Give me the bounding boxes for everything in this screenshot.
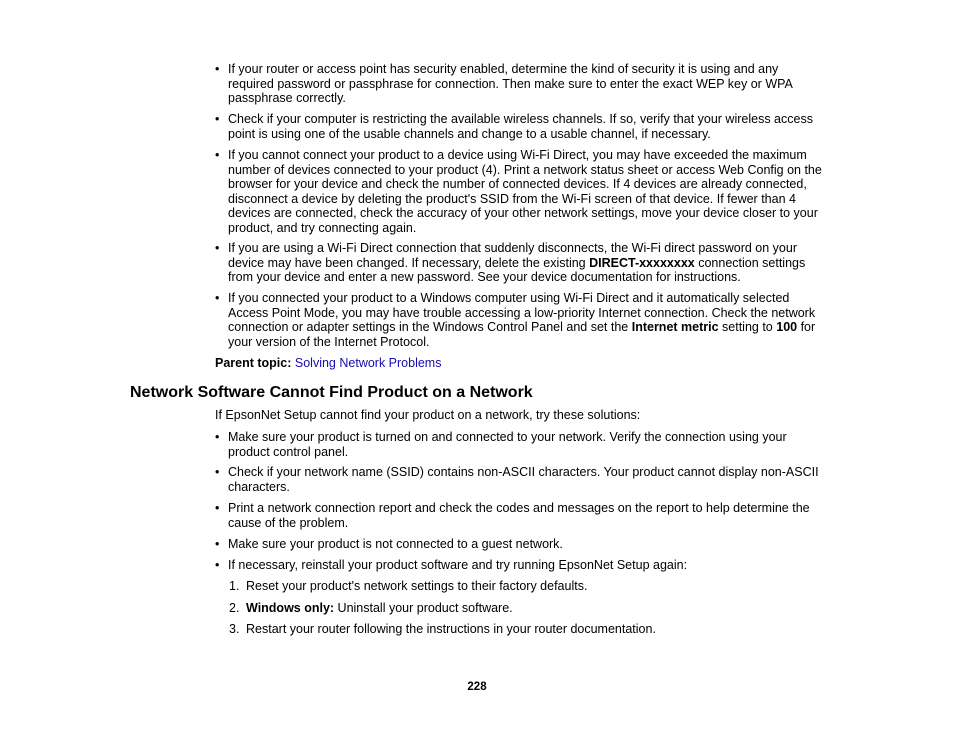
section-intro: If EpsonNet Setup cannot find your product on a network, try these solutions:	[215, 408, 641, 422]
bold-term: Internet metric	[631, 320, 719, 335]
parent-topic	[215, 356, 441, 371]
bullet-marker: •	[215, 62, 220, 76]
bullet-text	[228, 291, 827, 349]
bullet-item	[215, 537, 827, 552]
step-text: Restart your router following the instructions in your router documentation.	[246, 622, 656, 636]
step-number: 1.	[229, 579, 240, 593]
bullet-text	[228, 241, 827, 285]
bullet-item	[215, 112, 827, 141]
bold-term: 100	[776, 320, 798, 335]
bullet-text: If your router or access point has security enabled, determine the kind of security it is using and any required password or passphrase for connection. Then make sure to enter the exact WEP key or WPA passphrase correctly.	[228, 62, 793, 106]
bullet-item	[215, 291, 827, 349]
bullet-item	[215, 558, 827, 573]
bullet-item	[215, 241, 827, 285]
numbered-step	[229, 601, 513, 616]
bullet-item	[215, 465, 827, 494]
bullet-text: Print a network connection report and check the codes and messages on the report to help determine the cause of the problem.	[228, 501, 810, 530]
section-heading: Network Software Cannot Find Product on a Network	[130, 384, 533, 401]
parent-topic-link[interactable]: Solving Network Problems	[294, 356, 442, 370]
bullet-marker: •	[215, 465, 220, 479]
bold-term: DIRECT-xxxxxxxx	[589, 255, 695, 270]
bullet-text: If necessary, reinstall your product software and try running EpsonNet Setup again:	[228, 558, 688, 572]
page-number: 228	[467, 681, 487, 693]
bullet-text: Check if your network name (SSID) contains non-ASCII characters. Your product cannot display non-ASCII characters.	[228, 465, 819, 494]
numbered-step	[229, 579, 587, 594]
text-run: If you connected your product to a Windows computer using Wi-Fi Direct and it automatically selected Access Point Mode, you may have trouble accessing a low-priority Internet connection. Check the network connection or adapter settings in the Windows Control Panel and set the	[228, 291, 816, 335]
bullet-marker: •	[215, 241, 220, 255]
bullet-item	[215, 430, 827, 459]
step-bold-label: Windows only:	[246, 601, 335, 615]
bullet-marker: •	[215, 148, 220, 162]
bullet-item	[215, 148, 827, 236]
text-run: connection settings from your device and enter a new password. See your device documentation for instructions.	[228, 255, 806, 285]
bullet-text: Check if your computer is restricting the available wireless channels. If so, verify that your wireless access point is using one of the usable channels and change to a usable channel, if necessary.	[228, 112, 813, 141]
bullet-marker: •	[215, 537, 220, 551]
bullet-marker: •	[215, 430, 220, 444]
step-text: Uninstall your product software.	[334, 601, 513, 615]
bullet-text: Make sure your product is not connected to a guest network.	[228, 537, 563, 551]
bullet-item	[215, 62, 827, 106]
bullet-marker: •	[215, 112, 220, 126]
bullet-marker: •	[215, 291, 220, 305]
bullet-marker: •	[215, 501, 220, 515]
text-run: for your version of the Internet Protocol.	[228, 320, 816, 349]
text-run: If you are using a Wi-Fi Direct connection that suddenly disconnects, the Wi-Fi direct password on your device may have been changed. If necessary, delete the existing	[228, 241, 798, 270]
text-run: setting to	[718, 320, 777, 335]
parent-topic-label: Parent topic:	[215, 356, 292, 370]
bullet-text: Make sure your product is turned on and connected to your network. Verify the connection using your product control panel.	[228, 430, 787, 459]
step-number: 3.	[229, 622, 240, 636]
bullet-item	[215, 501, 827, 530]
bullet-text: If you cannot connect your product to a device using Wi-Fi Direct, you may have exceeded the maximum number of devices connected to your product (4). Print a network status sheet or access Web Config on the browser for your device and check the number of connected devices. If 4 devices are already connected, disconnect a device by deleting the product's SSID from the Wi-Fi screen of that device. If fewer than 4 devices are connected, check the accuracy of your other network settings, move your device closer to your product, and try connecting again.	[228, 148, 822, 235]
bullet-marker: •	[215, 558, 220, 572]
step-text: Reset your product's network settings to their factory defaults.	[246, 579, 588, 593]
step-number: 2.	[229, 601, 240, 615]
numbered-step	[229, 622, 656, 637]
